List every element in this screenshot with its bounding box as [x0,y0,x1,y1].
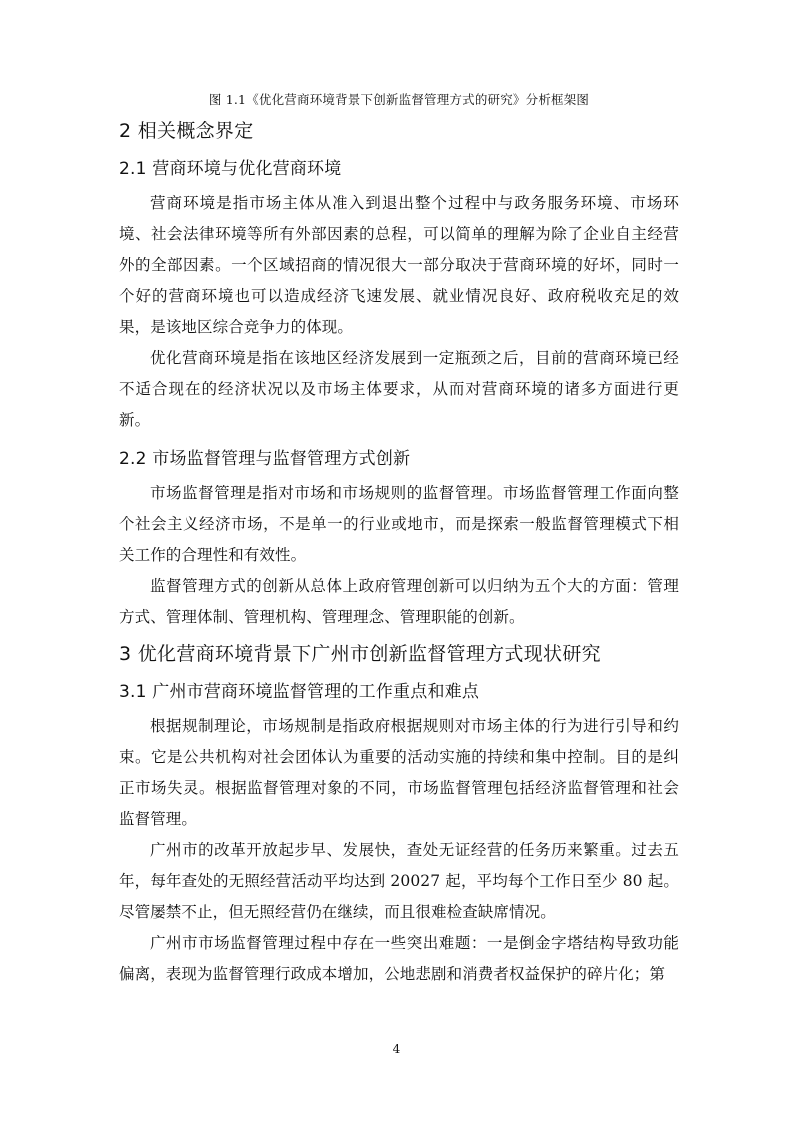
paragraph: 市场监督管理是指对市场和市场规则的监督管理。市场监督管理工作面向整个社会主义经济市场，不是单一的行业或地市，而是探索一般监督管理模式下相关工作的合理性和有效性。 [119,484,679,564]
paragraph: 监督管理方式的创新从总体上政府管理创新可以归纳为五个大的方面：管理方式、管理体制、管理机构、管理理念、管理职能的创新。 [119,577,679,626]
paragraph: 根据规制理论，市场规制是指政府根据规则对市场主体的行为进行引导和约束。它是公共机构对社会团体认为重要的活动实施的持续和集中控制。目的是纠正市场失灵。根据监督管理对象的不同，市场监督管理包括经济监督管理和社会监督管理。 [119,717,679,828]
subsection-heading-3-1: 3.1 广州市营商环境监督管理的工作重点和难点 [119,682,480,702]
figure-caption: 图 1.1《优化营商环境背景下创新监督管理方式的研究》分析框架图 [208,92,590,107]
paragraph: 广州市市场监督管理过程中存在一些突出难题：一是倒金字塔结构导致功能偏离，表现为监督管理行政成本增加，公地悲剧和消费者权益保护的碎片化；第 [119,934,679,983]
paragraph: 营商环境是指市场主体从准入到退出整个过程中与政务服务环境、市场环境、社会法律环境等所有外部因素的总程，可以简单的理解为除了企业自主经营外的全部因素。一个区域招商的情况很大一部分取决于营商环境的好坏，同时一个好的营商环境也可以造成经济飞速发展、就业情况良好、政府税收充足的效果，是该地区综合竞争力的体现。 [119,194,679,336]
paragraph: 优化营商环境是指在该地区经济发展到一定瓶颈之后，目前的营商环境已经不适合现在的经济状况以及市场主体要求，从而对营商环境的诸多方面进行更新。 [119,349,679,429]
subsection-heading-2-2: 2.2 市场监督管理与监督管理方式创新 [119,449,411,469]
page-number: 4 [392,1042,401,1056]
section-heading-3: 3 优化营商环境背景下广州市创新监督管理方式现状研究 [119,643,601,665]
paragraph: 广州市的改革开放起步早、发展快，查处无证经营的任务历来繁重。过去五年，每年查处的无照经营活动平均达到 20027 起，平均每个工作日至少 80 起。尽管屡禁不止，但无照经营仍在继续，而且很难检查缺席情况。 [119,841,679,921]
page-content [119,90,679,990]
subsection-heading-2-1: 2.1 营商环境与优化营商环境 [119,159,342,179]
section-heading-2: 2 相关概念界定 [119,120,254,142]
